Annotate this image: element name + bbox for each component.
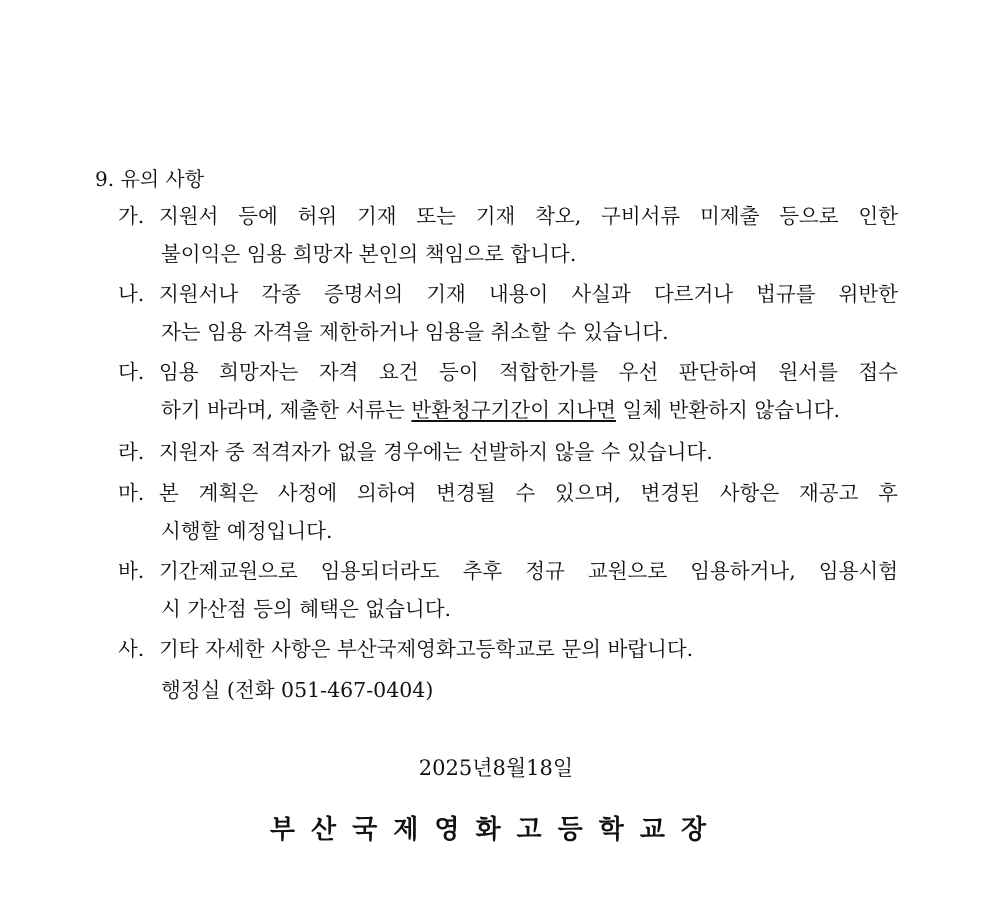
item-line-2-post: 일체 반환하지 않습니다. <box>615 398 841 422</box>
item-line-2-pre: 하기 바라며, 제출한 서류는 <box>161 398 412 422</box>
issue-date: 2025년8월18일 <box>418 756 574 780</box>
item-line-1: 지원자 중 적격자가 없을 경우에는 선발하지 않을 수 있습니다. <box>159 440 713 464</box>
item-marker: 바. <box>118 559 145 583</box>
item-line-1: 임용 희망자는 자격 요건 등이 적합한가를 우선 판단하여 원서를 접수 <box>159 360 898 384</box>
item-marker: 가. <box>118 204 145 228</box>
item-line-1: 지원서나 각종 증명서의 기재 내용이 사실과 다르거나 법규를 위반한 <box>159 282 898 306</box>
item-line-2: 자는 임용 자격을 제한하거나 임용을 취소할 수 있습니다. <box>161 320 669 344</box>
notice-item-ma <box>118 474 898 550</box>
item-marker: 다. <box>118 360 145 384</box>
item-marker: 사. <box>118 637 145 661</box>
item-line-1: 기타 자세한 사항은 부산국제영화고등학교로 문의 바랍니다. <box>159 637 694 661</box>
item-line-1: 지원서 등에 허위 기재 또는 기재 착오, 구비서류 미제출 등으로 인한 <box>159 204 898 228</box>
item-marker: 나. <box>118 282 145 306</box>
underlined-deadline-text: 반환청구기간이 지나면 <box>411 398 616 422</box>
item-line-2: 시행할 예정입니다. <box>161 519 333 543</box>
item-marker: 라. <box>118 440 145 464</box>
notice-item-ga <box>118 197 898 273</box>
notice-item-na <box>118 275 898 351</box>
notice-item-ba <box>118 552 898 628</box>
notice-item-sa <box>118 630 898 668</box>
item-line-1: 본 계획은 사정에 의하여 변경될 수 있으며, 변경된 사항은 재공고 후 <box>159 481 898 505</box>
issuer-signature: 부산국제영화고등학교장 <box>269 815 723 845</box>
notice-item-da <box>118 353 898 429</box>
item-line-2 <box>161 391 898 429</box>
item-line-1: 기간제교원으로 임용되더라도 추후 정규 교원으로 임용하거나, 임용시험 <box>159 559 898 583</box>
notice-item-ra <box>118 433 898 471</box>
item-marker: 마. <box>118 481 145 505</box>
item-line-2: 시 가산점 등의 혜택은 없습니다. <box>161 597 452 621</box>
section-title: 9. 유의 사항 <box>95 167 205 191</box>
contact-info: 행정실 (전화 051-467-0404) <box>161 678 434 702</box>
item-line-2: 불이익은 임용 희망자 본인의 책임으로 합니다. <box>161 242 577 266</box>
